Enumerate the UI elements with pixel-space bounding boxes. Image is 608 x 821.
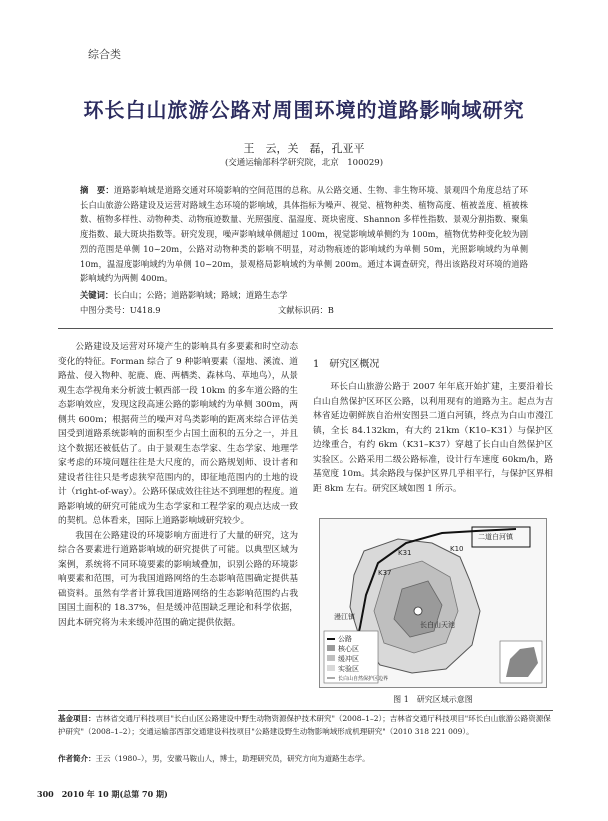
author-text: 王云（1980–），男，安徽马鞍山人，博士，助理研究员，研究方向为道路生态学。 (95, 754, 370, 763)
abstract (80, 183, 528, 286)
figure-caption: 图 1 研究区域示意图 (393, 695, 473, 704)
author-footnote (58, 752, 558, 765)
legend-boundary: 长白山自然保护区边界 (338, 676, 389, 682)
divider-top (58, 328, 553, 329)
map-label-erdaobaihe: 二道白河镇 (478, 533, 513, 541)
fund-footnote (58, 712, 558, 738)
fund-label: 基金项目： (58, 714, 96, 723)
paragraph: 环长白山旅游公路于 2007 年年底开始扩建，主要沿着长白山自然保护区环区公路，以利用现有的道路为主。起点为吉林省延边朝鲜族自治州安图县二道白河镇，终点为白山市漫江镇，全长 84.132km，有大约 21km（K10–K31）与保护区边缘重合，有约 6km（K31–K37）穿越了长白山自然保护区实验区。公路采用二级公路标准，设计行车速度 60km/h，路基宽度 10m。其余路段与保护区界几乎相平行，与保护区界相距 8km 左右。研究区域如图 1 所示。 (313, 382, 553, 494)
paragraph: 公路建设及运营对环境产生的影响具有多要素和时空动态变化的特征。Forman 综合了 9 种影响要素（湿地、溪流、道路盐、侵入物种、驼鹿、鹿、两栖类、森林鸟、草地鸟），从景观生态学视角来分析波士顿西部一段 10km 的多车道公路的生态影响效应，发现这段高速公路的影响域约为单侧 300m，两侧共 600m；根据荷兰的噪声对鸟类影响的距离来综合评估美国受到道路系统影响的面积至少占国土面积的五分之一，并且这个数据还被低估了。由于景观生态学家、生态学家、地理学家考虑的环境问题往往是大尺度的，而公路规划师、设计者和建设者往往只是考虑狭窄范围内的，即征地范围内的土地的设计（right-of-way）。公路环保成效往往达不到理想的程度。道路影响域的研究可能成为生态学家和工程学家的观点达成一致的契机。总体看来，国际上道路影响域研究较少。 (58, 342, 298, 526)
map-label-k37: K37 (378, 569, 392, 577)
author-label: 作者简介： (58, 754, 96, 763)
section-label: 综合类 (88, 48, 121, 61)
document-code: 文献标识码：B (278, 305, 334, 315)
left-column (58, 340, 298, 630)
affiliation: (交通运输部科学研究院，北京 100029) (224, 158, 384, 168)
abstract-text: 道路影响域是道路交通对环境影响的空间范围的总称。从公路交通、生物、非生物环境、景观四个角度总结了环长白山旅游公路建设及运营对路域生态环境的影响域，具体指标为噪声、视觉、植物种类、植物高度、植被盖度、植被株数、植物多样性、动物种类、动物痕迹数量、光照强度、温湿度、斑块密度、Shannon 多样性指数、景观分割指数、聚集度指数、最大斑块指数等。研究发现，噪声影响域单侧超过 100m，视觉影响域单侧约为 100m，植物优势种变化较为剧烈的范围是单侧 10~20m，公路对动物种类的影响不明显，对动物痕迹的影响域约为单侧 50m，光照影响域约为单侧 10m，温湿度影响域约为单侧 10~20m，景观格局影响域约为单侧 200m。通过本调查研究，得出该路段对环境的道路影响域约为两侧 400m。 (80, 185, 528, 284)
abstract-label: 摘 要： (80, 185, 114, 195)
page-footer: 300 2010 年 10 期(总第 70 期) (37, 789, 168, 799)
map-label-tianchi: 长白山天池 (420, 621, 455, 629)
keywords-label: 关键词： (80, 290, 114, 300)
map-label-k10: K10 (450, 545, 464, 553)
study-area-map (319, 518, 547, 688)
map-label-manjiang: 漫江镇 (334, 613, 355, 621)
fund-text: 吉林省交通厅科技项目"长白山区公路建设中野生动物资源保护技术研究"（2008–1–2）；吉林省交通厅科技项目"环长白山旅游公路资源保护研究"（2008–1–2）；交通运输部西部交通建设科技项目"公路建设野生动物影响域形成机理研究"（2010 318 221 009）。 (58, 714, 551, 736)
paper-title: 环长白山旅游公路对周围环境的道路影响域研究 (83, 98, 525, 122)
paragraph: 我国在公路建设的环境影响方面进行了大量的研究，这为综合各要素进行道路影响域的研究提供了可能。以典型区域为案例，系统将不同环境要素的影响域叠加，识别公路的环境影响要素和范围，可为我国道路网络的生态影响范围确定提供基础资料。虽然有学者计算我国道路网络的生态影响范围约占我国国土面积的 18.37%，但是缓冲范围缺乏理论和科学依据，因此本研究将为未来缓冲范围的确定提供依据。 (58, 530, 298, 628)
tianchi-lake (414, 607, 422, 615)
keywords-text: 长白山；公路；道路影响域；路域；道路生态学 (113, 290, 288, 300)
legend-road: 公路 (338, 635, 352, 643)
legend-core: 核心区 (338, 645, 359, 653)
legend-buffer: 缓冲区 (338, 655, 359, 663)
authors: 王 云，关 磊，孔亚平 (243, 142, 365, 155)
divider-footnotes (58, 710, 553, 711)
section-heading: 1 研究区概况 (313, 359, 380, 370)
map-label-k31: K31 (398, 549, 412, 557)
keywords (80, 289, 287, 301)
classification-number: 中图分类号：U418.9 (80, 305, 161, 315)
map-graphic (320, 519, 546, 687)
right-column (313, 380, 553, 496)
inset-map (500, 641, 542, 683)
legend-experimental: 实验区 (338, 665, 359, 673)
